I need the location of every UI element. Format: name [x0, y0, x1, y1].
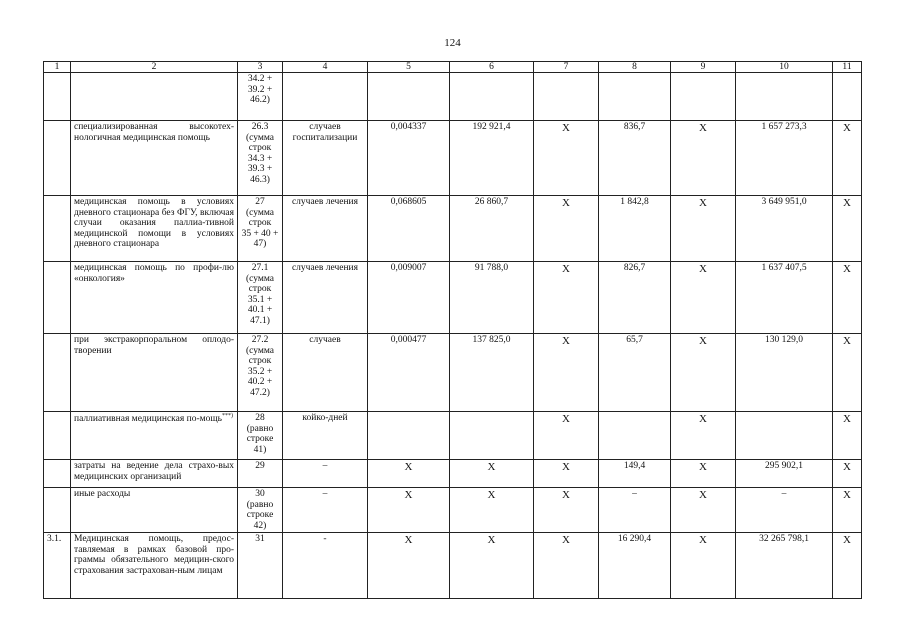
header-cell: 4: [283, 62, 368, 73]
table-cell-c3: [238, 488, 283, 533]
cell-text: X: [487, 534, 496, 547]
table-cell-c7: [534, 412, 599, 460]
cell-text: X: [843, 461, 851, 474]
header-row: [44, 62, 862, 73]
cell-text: –: [632, 489, 637, 500]
table-cell-c11: [833, 196, 862, 262]
table-cell-c9: [671, 488, 736, 533]
cell-text: X: [843, 413, 851, 426]
table-cell-c2: [71, 533, 238, 599]
cell-text: паллиативная медицинская по-мощь: [74, 414, 223, 425]
table-cell-c6: [450, 412, 534, 460]
table-cell-c7: [534, 533, 599, 599]
cell-text: койко-дней: [302, 413, 348, 424]
table-cell-c1: [44, 488, 71, 533]
table-row: [44, 73, 862, 121]
cell-text: X: [404, 489, 413, 502]
cell-text: X: [843, 197, 851, 210]
table-cell-c1: [44, 196, 71, 262]
table-cell-c11: [833, 488, 862, 533]
table-cell-c2: [71, 334, 238, 412]
table-cell-c5: [368, 262, 450, 334]
table-cell-c8: [599, 533, 671, 599]
table-cell-c1: [44, 533, 71, 599]
table-cell-c11: [833, 460, 862, 488]
table-cell-c10: [736, 412, 833, 460]
table-cell-c6: [450, 262, 534, 334]
table-row: [44, 533, 862, 599]
cell-text: Медицинская помощь, предос-тавляемая в рамках базовой про-граммы обязательного медицин-ского страхования застрахован-ным лицам: [74, 534, 234, 576]
table-cell-c1: [44, 73, 71, 121]
table-cell-c3: [238, 533, 283, 599]
table-cell-c9: [671, 73, 736, 121]
table-cell-c1: [44, 460, 71, 488]
table-cell-c10: [736, 488, 833, 533]
cell-text: 0,004337: [390, 122, 427, 133]
cell-text: X: [487, 489, 496, 502]
table-cell-c7: [534, 262, 599, 334]
table-cell-c6: [450, 73, 534, 121]
cell-text: медицинская помощь по профи-лю «онкология»: [74, 263, 234, 284]
table-cell-c4: [283, 334, 368, 412]
table-cell-c10: [736, 533, 833, 599]
table-cell-c3: [238, 412, 283, 460]
cell-text: 149,4: [623, 461, 646, 472]
table-cell-c11: [833, 73, 862, 121]
cell-text: 26 860,7: [474, 197, 509, 208]
table-cell-c6: [450, 533, 534, 599]
table-cell-c4: [283, 412, 368, 460]
header-cell: 5: [368, 62, 450, 73]
table-cell-c11: [833, 334, 862, 412]
table-cell-c4: [283, 196, 368, 262]
table-cell-c9: [671, 121, 736, 196]
table-cell-c8: [599, 412, 671, 460]
cell-text: X: [699, 263, 707, 276]
table-cell-c3: [238, 334, 283, 412]
table-cell-c8: [599, 460, 671, 488]
table-row: [44, 121, 862, 196]
cell-text: 65,7: [626, 335, 643, 346]
cell-text: 30 (равно строке 42): [246, 489, 274, 531]
table-cell-c4: [283, 460, 368, 488]
cell-text: 1 842,8: [620, 197, 649, 208]
table-cell-c7: [534, 121, 599, 196]
cell-text: 27 (сумма строк 35 + 40 + 47): [241, 197, 279, 250]
cell-text: X: [487, 461, 496, 474]
table-cell-c4: [283, 73, 368, 121]
cell-text: 826,7: [623, 263, 646, 274]
table-cell-c5: [368, 412, 450, 460]
cell-text: 91 788,0: [474, 263, 509, 274]
table-row: [44, 460, 862, 488]
cell-text: 31: [255, 534, 265, 545]
table-cell-c2: [71, 262, 238, 334]
header-cell: 10: [736, 62, 833, 73]
header-cell: 1: [44, 62, 71, 73]
header-cell: 2: [71, 62, 238, 73]
cell-text: 27.1 (сумма строк 35.1 + 40.1 + 47.1): [245, 263, 275, 326]
data-table: [43, 61, 862, 599]
cell-text: 0,000477: [390, 335, 427, 346]
table-cell-c6: [450, 488, 534, 533]
cell-text: X: [404, 534, 413, 547]
cell-text: иные расходы: [74, 489, 131, 500]
cell-text: X: [843, 489, 851, 502]
table-cell-c2: [71, 488, 238, 533]
table-cell-c11: [833, 412, 862, 460]
cell-text: при экстракорпоральном оплодо-творении: [74, 335, 234, 356]
cell-text: медицинская помощь в условиях дневного стационара без ФГУ, включая случаи оказания паллиа-тивной медицинской помощи в условиях дневного стационара: [74, 197, 234, 250]
table-cell-c9: [671, 334, 736, 412]
table-cell-c3: [238, 121, 283, 196]
header-cell: 8: [599, 62, 671, 73]
table-cell-c11: [833, 262, 862, 334]
cell-text: X: [699, 534, 707, 547]
table-cell-c10: [736, 121, 833, 196]
table-cell-c1: [44, 262, 71, 334]
cell-text: X: [843, 534, 851, 547]
table-cell-c6: [450, 121, 534, 196]
cell-text: специализированная высокотех-нологичная медицинская помощь: [74, 122, 234, 143]
cell-text: X: [699, 461, 707, 474]
cell-text: 3 649 951,0: [761, 197, 807, 208]
table-cell-c8: [599, 73, 671, 121]
table-cell-c2: [71, 73, 238, 121]
cell-text: 28 (равно строке 41): [246, 413, 274, 455]
cell-text: X: [699, 335, 707, 348]
cell-text: 0,009007: [390, 263, 427, 274]
header-cell: 11: [833, 62, 862, 73]
table-cell-c8: [599, 488, 671, 533]
cell-text: 34.2 + 39.2 + 46.2): [247, 74, 273, 106]
cell-text: 0,068605: [390, 197, 427, 208]
table-body: [44, 73, 862, 599]
cell-text: –: [781, 489, 787, 500]
cell-text: 1 637 407,5: [761, 263, 807, 274]
table-cell-c5: [368, 334, 450, 412]
table-cell-c9: [671, 262, 736, 334]
table-cell-c7: [534, 334, 599, 412]
table-cell-c5: [368, 121, 450, 196]
header-cell: 6: [450, 62, 534, 73]
cell-text: 16 290,4: [617, 534, 652, 545]
cell-text: -: [323, 534, 327, 545]
table-cell-c6: [450, 334, 534, 412]
cell-text: X: [699, 122, 707, 135]
header-cell: 3: [238, 62, 283, 73]
table-cell-c4: [283, 533, 368, 599]
cell-text: 130 129,0: [765, 335, 803, 346]
table-cell-c7: [534, 488, 599, 533]
cell-text: 29: [255, 461, 265, 472]
table-cell-c3: [238, 460, 283, 488]
table-cell-c5: [368, 73, 450, 121]
cell-text: X: [562, 197, 570, 210]
cell-text: 3.1.: [47, 534, 62, 545]
table-cell-c10: [736, 460, 833, 488]
table-cell-c3: [238, 73, 283, 121]
table-cell-c10: [736, 196, 833, 262]
cell-text: X: [843, 263, 851, 276]
table-cell-c1: [44, 334, 71, 412]
cell-text: X: [843, 122, 851, 135]
table-cell-c4: [283, 488, 368, 533]
table-row: [44, 488, 862, 533]
table-cell-c2: [71, 460, 238, 488]
table-cell-c11: [833, 121, 862, 196]
table-cell-c6: [450, 196, 534, 262]
cell-text: X: [699, 489, 707, 502]
cell-text: X: [699, 413, 707, 426]
cell-text: X: [562, 461, 570, 474]
cell-text: 192 921,4: [472, 122, 511, 133]
table-cell-c5: [368, 196, 450, 262]
table-cell-c3: [238, 262, 283, 334]
cell-text: случаев лечения: [291, 263, 359, 274]
table-row: [44, 412, 862, 460]
table-cell-c4: [283, 262, 368, 334]
cell-text: случаев госпитализации: [292, 122, 358, 143]
cell-text: X: [562, 263, 570, 276]
cell-text: X: [843, 335, 851, 348]
cell-text: 26.3 (сумма строк 34.3 + 39.3 + 46.3): [245, 122, 275, 185]
table-cell-c10: [736, 73, 833, 121]
table-cell-c2: [71, 412, 238, 460]
table-cell-c2: [71, 121, 238, 196]
table-cell-c11: [833, 533, 862, 599]
table-cell-c9: [671, 412, 736, 460]
cell-text: X: [562, 413, 570, 426]
table-cell-c8: [599, 334, 671, 412]
table-cell-c8: [599, 121, 671, 196]
table-cell-c10: [736, 262, 833, 334]
footnote-mark: ***): [222, 413, 234, 420]
cell-text: –: [322, 489, 328, 500]
table-row: [44, 196, 862, 262]
header-cell: 7: [534, 62, 599, 73]
table-cell-c3: [238, 196, 283, 262]
cell-text: 295 902,1: [765, 461, 803, 472]
table-cell-c5: [368, 533, 450, 599]
cell-text: затраты на ведение дела страхо-вых медицинских организаций: [74, 461, 234, 482]
cell-text: 137 825,0: [472, 335, 511, 346]
table-cell-c4: [283, 121, 368, 196]
cell-text: 27.2 (сумма строк 35.2 + 40.2 + 47.2): [245, 335, 275, 398]
table-cell-c7: [534, 460, 599, 488]
table-cell-c9: [671, 533, 736, 599]
table-cell-c7: [534, 73, 599, 121]
cell-text: X: [562, 489, 570, 502]
header-cell: 9: [671, 62, 736, 73]
table-cell-c5: [368, 460, 450, 488]
cell-text: X: [404, 461, 413, 474]
cell-text: 32 265 798,1: [759, 534, 809, 545]
table-cell-c10: [736, 334, 833, 412]
table-cell-c8: [599, 196, 671, 262]
page-number: 124: [444, 37, 461, 49]
table-cell-c1: [44, 412, 71, 460]
table-cell-c9: [671, 196, 736, 262]
cell-text: –: [322, 461, 328, 472]
table-row: [44, 262, 862, 334]
table-row: [44, 334, 862, 412]
cell-text: 836,7: [623, 122, 646, 133]
table-cell-c9: [671, 460, 736, 488]
cell-text: случаев: [309, 335, 341, 346]
cell-text: X: [562, 122, 570, 135]
table-cell-c5: [368, 488, 450, 533]
table-cell-c2: [71, 196, 238, 262]
cell-text: случаев лечения: [291, 197, 359, 208]
table-cell-c7: [534, 196, 599, 262]
cell-text: X: [562, 335, 570, 348]
table-cell-c6: [450, 460, 534, 488]
cell-text: X: [699, 197, 707, 210]
table-cell-c8: [599, 262, 671, 334]
cell-text: X: [562, 534, 570, 547]
table-cell-c1: [44, 121, 71, 196]
cell-text: 1 657 273,3: [761, 122, 807, 133]
